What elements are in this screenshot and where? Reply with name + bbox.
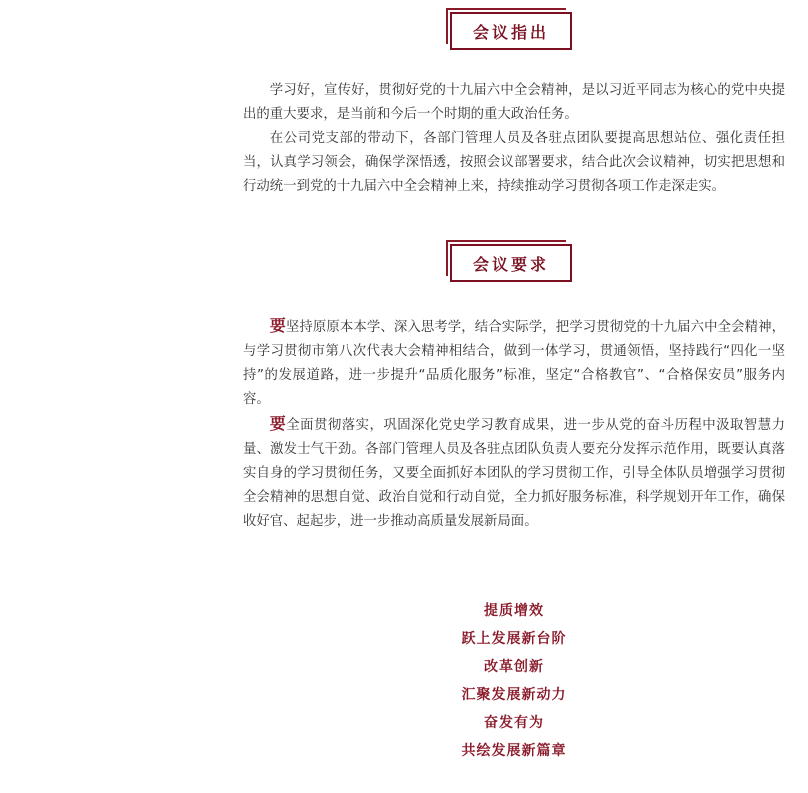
slogan-line: 共绘发展新篇章 bbox=[461, 743, 567, 759]
meeting-requirements-content bbox=[243, 314, 785, 534]
requirement-text: 全面贯彻落实，巩固深化党史学习教育成果，进一步从党的奋斗历程中汲取智慧力量、激发士气干劲。各部门管理人员及各驻点团队负责人要充分发挥示范作用，既要认真落实自身的学习贯彻任务，又要全面抓好本团队的学习贯彻工作，引导全体队员增强学习贯彻全会精神的思想自觉、政治自觉和行动自觉，全力抓好服务标准，科学规划开年工作，确保收好官、起起步，进一步推动高质量发展新局面。 bbox=[243, 418, 785, 529]
slogan-line: 跃上发展新台阶 bbox=[461, 631, 567, 647]
requirement-paragraph bbox=[243, 314, 785, 412]
section-title-meeting-points bbox=[450, 12, 572, 50]
section-title-text: 会议要求 bbox=[472, 254, 549, 274]
slogan-line: 提质增效 bbox=[484, 603, 544, 619]
paragraph: 学习好，宣传好，贯彻好党的十九届六中全会精神，是以习近平同志为核心的党中央提出的重大要求，是当前和今后一个时期的重大政治任务。 bbox=[243, 83, 785, 122]
requirement-paragraph bbox=[243, 412, 785, 534]
requirement-text: 坚持原原本本学、深入思考学，结合实际学，把学习贯彻党的十九届六中全会精神，与学习贯彻市第八次代表大会精神相结合，做到一体学习，贯通领悟，坚持践行“四化一坚持”的发展道路，进一步提升“品质化服务”标准，坚定“合格教官”、“合格保安员”服务内容。 bbox=[243, 320, 785, 407]
slogan-list bbox=[243, 597, 785, 765]
slogan-line: 改革创新 bbox=[484, 659, 544, 675]
meeting-points-content bbox=[243, 79, 785, 199]
slogan-line: 奋发有为 bbox=[484, 715, 544, 731]
emphasis-lead-char: 要 bbox=[269, 414, 287, 433]
paragraph: 在公司党支部的带动下，各部门管理人员及各驻点团队要提高思想站位、强化责任担当，认真学习领会，确保学深悟透，按照会议部署要求，结合此次会议精神，切实把思想和行动统一到党的十九届六中全会精神上来，持续推动学习贯彻各项工作走深走实。 bbox=[243, 131, 785, 194]
section-title-text: 会议指出 bbox=[472, 22, 549, 42]
section-title-meeting-requirements bbox=[450, 244, 572, 282]
emphasis-lead-char: 要 bbox=[269, 316, 286, 335]
slogan-line: 汇聚发展新动力 bbox=[461, 687, 567, 703]
